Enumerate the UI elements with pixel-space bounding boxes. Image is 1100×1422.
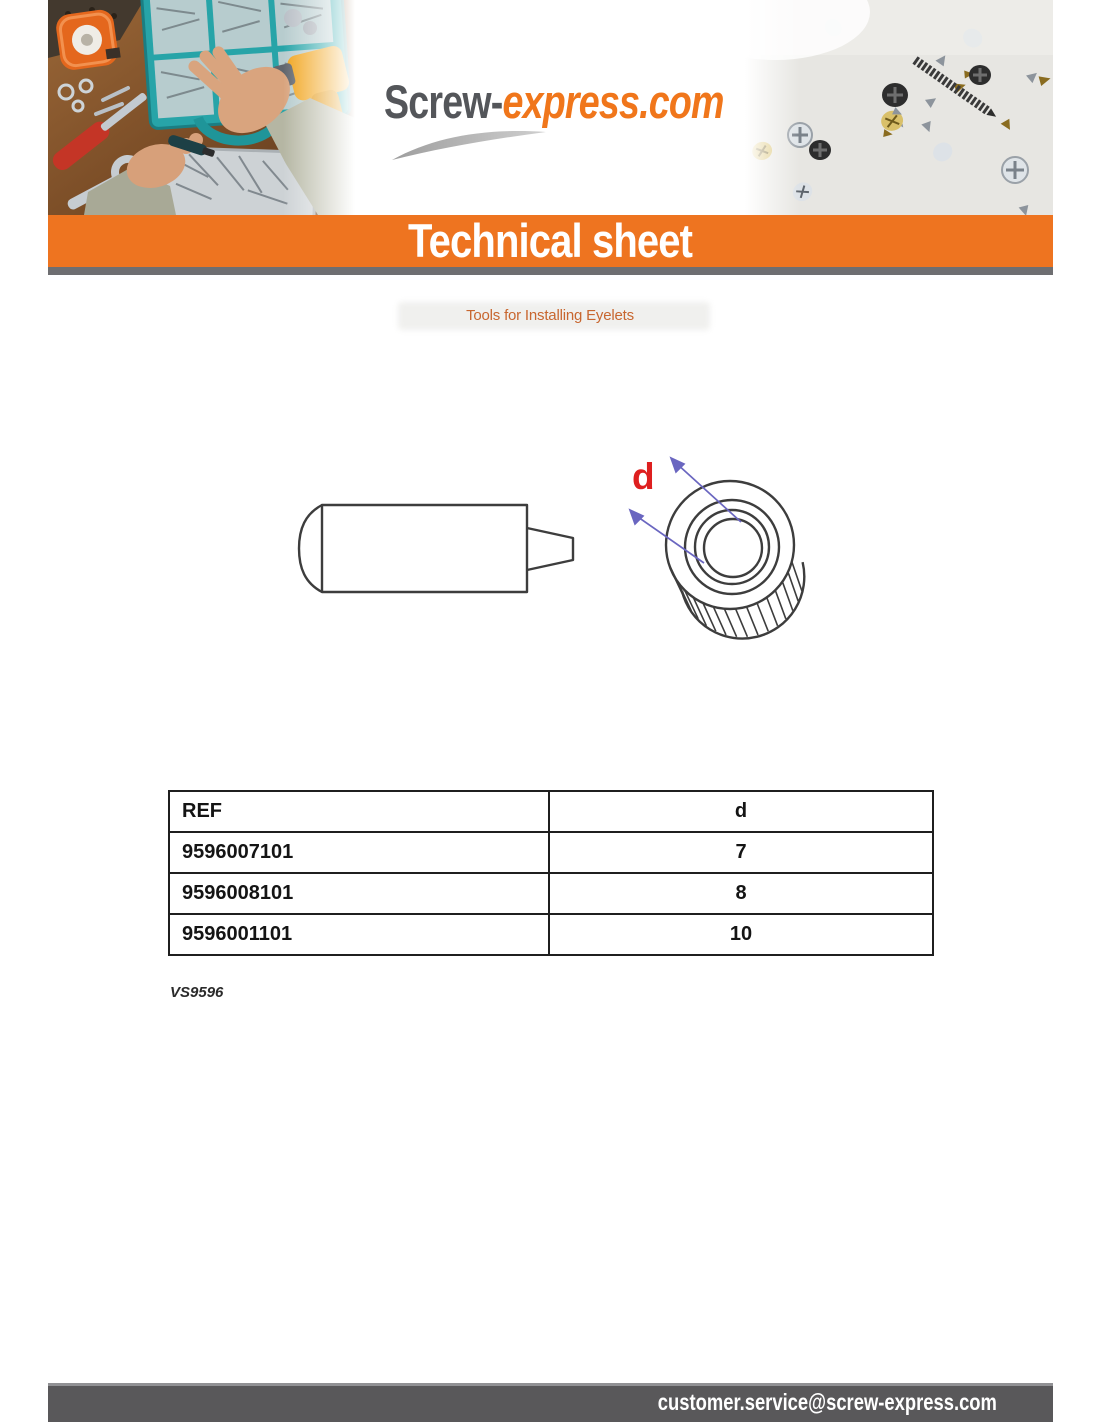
title-banner	[48, 215, 1053, 267]
footer-email[interactable]: customer.service@screw-express.com	[657, 1389, 997, 1415]
tape-measure	[54, 8, 121, 72]
ref-cell: 9596008101	[169, 873, 549, 914]
doc-code: VS9596	[170, 984, 224, 1001]
ref-cell: 9596007101	[169, 832, 549, 873]
d-cell: 7	[549, 832, 933, 873]
logo-text-secondary: express.com	[502, 75, 724, 128]
brand-logo	[384, 74, 724, 129]
spec-table-header-row	[169, 791, 933, 832]
ref-cell: 9596001101	[169, 914, 549, 955]
footer-bar	[48, 1383, 1053, 1422]
logo-swoosh	[390, 124, 555, 164]
d-cell: 8	[549, 873, 933, 914]
page-title: Technical sheet	[408, 214, 693, 267]
logo-text-primary: Screw-	[384, 75, 503, 128]
header-photo-screws	[745, 0, 1053, 215]
spec-table-header-ref: REF	[169, 791, 549, 832]
header-photo-workbench	[48, 0, 355, 215]
spec-table-header-d: d	[549, 791, 933, 832]
spec-table	[168, 790, 934, 956]
tool-side-view	[299, 505, 573, 592]
table-row	[169, 832, 933, 873]
divider-rule	[48, 267, 1053, 275]
table-row	[169, 914, 933, 955]
technical-drawing	[280, 425, 840, 665]
table-row	[169, 873, 933, 914]
dimension-label-d: d	[632, 456, 655, 497]
product-subtitle: Tools for Installing Eyelets	[466, 307, 634, 324]
d-cell: 10	[549, 914, 933, 955]
